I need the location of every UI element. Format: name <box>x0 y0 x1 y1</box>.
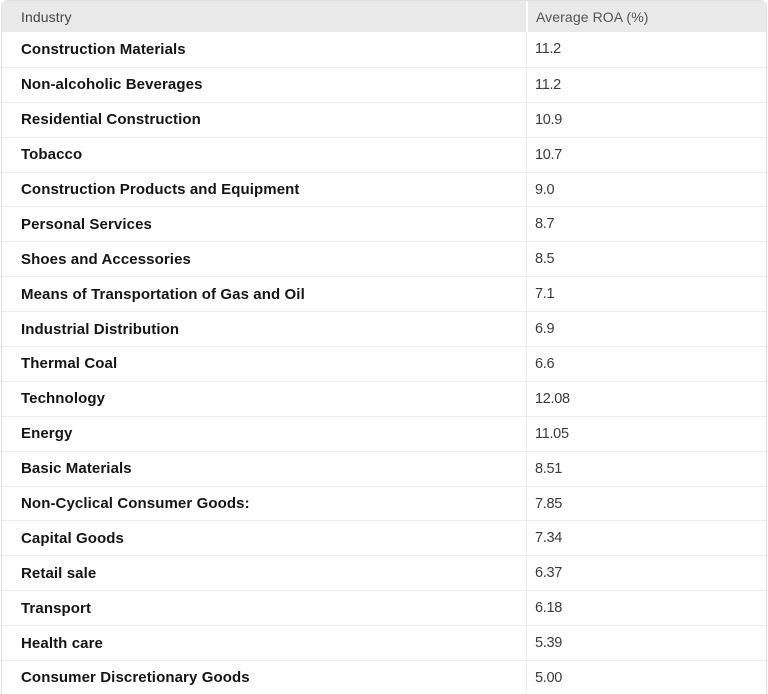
industry-cell: Means of Transportation of Gas and Oil <box>21 285 305 303</box>
roa-cell: 10.9 <box>526 103 766 137</box>
roa-cell: 7.34 <box>526 521 766 555</box>
industry-cell: Residential Construction <box>21 111 201 129</box>
roa-cell: 6.6 <box>526 347 766 381</box>
roa-cell: 5.39 <box>526 626 766 660</box>
roa-cell: 7.85 <box>526 487 766 521</box>
roa-cell: 6.18 <box>526 591 766 625</box>
roa-cell: 7.1 <box>526 277 766 311</box>
table-row <box>2 590 766 625</box>
roa-by-industry-table <box>1 0 767 694</box>
table-row <box>2 520 766 555</box>
table-row <box>2 346 766 381</box>
table-row <box>2 660 766 694</box>
table-row <box>2 172 766 207</box>
industry-cell: Technology <box>21 390 106 408</box>
industry-cell: Construction Materials <box>21 40 186 58</box>
table-row <box>2 241 766 276</box>
industry-cell: Construction Products and Equipment <box>21 181 300 198</box>
industry-cell: Thermal Coal <box>21 355 118 373</box>
table-row <box>2 102 766 137</box>
table-row <box>2 276 766 311</box>
table-row <box>2 555 766 590</box>
industry-cell: Industrial Distribution <box>21 320 180 338</box>
roa-cell: 11.2 <box>526 68 766 102</box>
industry-cell: Personal Services <box>21 215 152 233</box>
industry-cell: Shoes and Accessories <box>21 250 191 268</box>
roa-cell: 6.9 <box>526 312 766 346</box>
roa-cell: 10.7 <box>526 138 766 172</box>
roa-cell: 11.2 <box>526 32 766 67</box>
table-row <box>2 486 766 521</box>
industry-cell: Transport <box>21 599 92 617</box>
industry-cell: Tobacco <box>21 146 83 164</box>
table-row <box>2 381 766 416</box>
table-row <box>2 451 766 486</box>
roa-cell: 5.00 <box>526 661 766 694</box>
table-row <box>2 32 766 67</box>
industry-cell: Basic Materials <box>21 460 132 478</box>
roa-cell: 6.37 <box>526 556 766 590</box>
roa-cell: 8.7 <box>526 207 766 241</box>
table-row <box>2 625 766 660</box>
industry-cell: Non-Cyclical Consumer Goods: <box>21 495 250 513</box>
table-row <box>2 67 766 102</box>
table-row <box>2 416 766 451</box>
table-row <box>2 311 766 346</box>
table-row <box>2 206 766 241</box>
industry-cell: Retail sale <box>21 564 97 582</box>
column-header-industry: Industry <box>21 8 72 25</box>
roa-cell: 11.05 <box>526 417 766 451</box>
industry-cell: Non-alcoholic Beverages <box>21 76 203 94</box>
industry-cell: Consumer Discretionary Goods <box>21 669 250 687</box>
table-row <box>2 137 766 172</box>
column-header-average-roa: Average ROA (%) <box>526 1 766 32</box>
industry-cell: Health care <box>21 634 103 652</box>
roa-cell: 8.51 <box>526 452 766 486</box>
roa-cell: 12.08 <box>526 382 766 416</box>
industry-cell: Energy <box>21 425 73 443</box>
roa-cell: 8.5 <box>526 242 766 276</box>
industry-cell: Capital Goods <box>21 529 124 547</box>
roa-cell: 9.0 <box>526 173 766 207</box>
table-header-row <box>2 1 766 32</box>
